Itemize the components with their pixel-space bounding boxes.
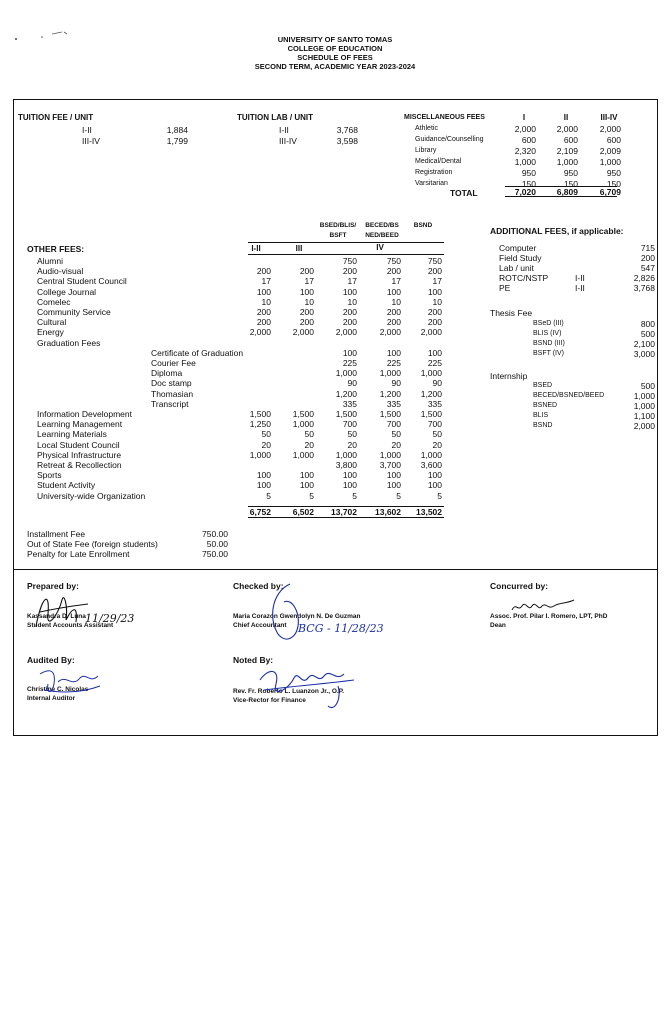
misc-fee-value: 150 <box>563 179 578 189</box>
other-fee-value: 20 <box>261 439 271 450</box>
other-fee-value: 100 <box>427 347 442 358</box>
other-fee-value: 1,000 <box>379 449 401 460</box>
other-total-underline <box>248 517 444 518</box>
prepared-label: Prepared by: <box>27 581 79 591</box>
other-fee-value: 100 <box>299 470 314 481</box>
document-title: SCHEDULE OF FEES <box>297 53 373 62</box>
other-fee-subitem: Doc stamp <box>151 378 192 389</box>
other-fee-value: 90 <box>391 378 401 389</box>
misc-total-underline <box>505 196 617 197</box>
audited-signature <box>36 664 106 700</box>
concurred-signature <box>508 598 578 616</box>
other-fee-value: 2,000 <box>335 327 357 338</box>
other-fee-value: 50 <box>347 429 357 440</box>
additional-fee-amount: 3,768 <box>633 283 655 293</box>
internship-fee-name: BSED <box>533 382 553 389</box>
other-fee-value: 200 <box>342 266 357 277</box>
other-fee-name: Sports <box>37 470 62 481</box>
misc-fee-value: 950 <box>521 168 536 178</box>
misc-fee-value: 600 <box>521 135 536 145</box>
other-fee-value: 1,000 <box>379 368 401 379</box>
tuition-amount: 1,884 <box>166 125 188 135</box>
tuition-lab-title: TUITION LAB / UNIT <box>237 113 313 122</box>
signature-divider <box>13 569 658 570</box>
other-fee-value: 200 <box>427 307 442 317</box>
other-fees-title: OTHER FEES: <box>27 244 85 254</box>
internship-fee-name: BLIS <box>533 412 549 419</box>
other-fee-value: 3,700 <box>379 460 401 470</box>
other-fee-value: 700 <box>342 419 357 430</box>
other-fee-value: 335 <box>427 398 442 409</box>
other-fee-value: 700 <box>386 419 401 430</box>
other-fee-value: 10 <box>304 296 314 307</box>
other-fee-value: 1,000 <box>249 449 271 460</box>
additional-fee-amount: 715 <box>640 243 655 253</box>
other-fee-value: 1,000 <box>335 449 357 460</box>
thesis-fee-name: BLIS (IV) <box>533 330 562 337</box>
tuition-level: III-IV <box>82 136 100 146</box>
checked-note: BCG - 11/28/23 <box>298 622 384 635</box>
extra-fee-name: Penalty for Late Enrollment <box>27 549 130 559</box>
extra-fee-name: Out of State Fee (foreign students) <box>27 539 158 549</box>
other-col-header: BSND <box>413 222 433 229</box>
noted-label: Noted By: <box>233 655 274 665</box>
other-fee-value: 700 <box>427 419 442 430</box>
other-fee-value: 10 <box>347 296 357 307</box>
other-fee-value: 100 <box>427 286 442 297</box>
other-fee-value: 200 <box>256 266 271 277</box>
other-fee-value: 100 <box>386 347 401 358</box>
other-fee-value: 750 <box>427 256 442 266</box>
prepared-title: Student Accounts Assistant <box>27 622 114 629</box>
other-fee-value: 100 <box>256 470 271 481</box>
other-fee-value: 20 <box>432 439 442 450</box>
other-fee-value: 100 <box>386 286 401 297</box>
other-fee-value: 3,800 <box>335 460 357 470</box>
misc-fee-value: 1,000 <box>556 157 578 167</box>
tuition-lab-amount: 3,598 <box>336 136 358 146</box>
checked-title: Chief Accountant <box>233 622 287 629</box>
internship-title: Internship <box>490 371 528 381</box>
misc-col-header: III-IV <box>600 113 618 122</box>
other-fee-value: 50 <box>261 429 271 440</box>
other-fee-value: 1,500 <box>420 409 442 419</box>
other-fee-value: 5 <box>352 490 357 501</box>
noted-signature <box>254 660 364 720</box>
tuition-lab-level: III-IV <box>279 136 297 146</box>
other-fee-name: Energy <box>37 327 64 338</box>
audited-label: Audited By: <box>27 655 75 665</box>
misc-fee-name: Library <box>415 147 437 154</box>
checked-signature <box>262 578 312 648</box>
audited-name: Christine C. Nicolas <box>27 686 89 693</box>
misc-fee-value: 950 <box>563 168 578 178</box>
other-fee-value: 20 <box>391 439 401 450</box>
checked-name: Maria Corazon Gwendolyn N. De Guzman <box>233 613 361 620</box>
internship-fee-name: BSNED <box>533 402 558 409</box>
misc-fee-value: 1,000 <box>599 157 621 167</box>
misc-fee-name: Varsitarian <box>415 180 448 187</box>
other-col-header: III <box>295 244 303 253</box>
misc-fee-name: Athletic <box>415 125 438 132</box>
other-fee-value: 10 <box>261 296 271 307</box>
other-col-header: I-II <box>251 244 261 253</box>
tuition-lab-level: I-II <box>279 125 289 135</box>
other-fee-value: 50 <box>391 429 401 440</box>
other-fee-value: 100 <box>299 286 314 297</box>
other-fee-value: 90 <box>432 378 442 389</box>
concurred-name: Assoc. Prof. Pilar I. Romero, LPT, PhD <box>490 613 608 620</box>
other-fee-value: 200 <box>342 307 357 317</box>
other-fee-value: 750 <box>386 256 401 266</box>
other-fee-subitem: Courier Fee <box>151 358 196 368</box>
internship-fee-amount: 1,100 <box>633 411 655 421</box>
misc-fee-value: 150 <box>606 179 621 189</box>
other-fee-name: Learning Management <box>37 419 123 430</box>
thesis-fee-name: BSND (III) <box>533 340 565 347</box>
other-total-value: 6,752 <box>249 507 271 517</box>
other-fee-value: 200 <box>427 317 442 328</box>
extra-fee-amount: 50.00 <box>206 539 228 549</box>
scan-specks <box>12 28 72 42</box>
other-total-value: 13,702 <box>331 507 357 517</box>
other-fee-value: 100 <box>342 347 357 358</box>
other-fee-subitem: Diploma <box>151 368 183 379</box>
other-fee-subitem: Thomasian <box>151 388 194 399</box>
internship-fee-amount: 500 <box>640 381 655 391</box>
other-fee-name: College Journal <box>37 286 97 297</box>
additional-fee-name: PE <box>499 283 511 293</box>
thesis-fee-name: BSFT (IV) <box>533 350 564 357</box>
other-fee-value: 100 <box>256 286 271 297</box>
other-fee-value: 1,000 <box>420 449 442 460</box>
tuition-title: TUITION FEE / UNIT <box>18 113 94 122</box>
other-fee-value: 200 <box>299 307 314 317</box>
other-fee-value: 3,600 <box>420 460 442 470</box>
additional-fee-amount: 200 <box>640 253 655 263</box>
other-fee-value: 200 <box>386 307 401 317</box>
other-fee-value: 335 <box>342 398 357 409</box>
misc-fee-value: 2,000 <box>599 124 621 134</box>
misc-fee-value: 2,109 <box>556 146 578 156</box>
other-fee-value: 1,000 <box>292 419 314 430</box>
other-fee-value: 200 <box>256 307 271 317</box>
other-fee-value: 17 <box>347 276 357 287</box>
other-fee-value: 17 <box>391 276 401 287</box>
other-fee-value: 200 <box>386 317 401 328</box>
misc-total-value: 6,809 <box>556 187 578 197</box>
tuition-level: I-II <box>82 125 92 135</box>
other-fee-value: 225 <box>427 358 442 368</box>
other-fee-value: 2,000 <box>379 327 401 338</box>
other-fee-value: 225 <box>386 358 401 368</box>
extra-fee-name: Installment Fee <box>27 529 86 539</box>
other-fee-value: 1,200 <box>379 388 401 399</box>
other-fee-name: Community Service <box>37 307 111 317</box>
other-fee-value: 2,000 <box>249 327 271 338</box>
other-fee-value: 1,000 <box>335 368 357 379</box>
other-fee-value: 1,200 <box>420 388 442 399</box>
misc-fee-value: 2,009 <box>599 146 621 156</box>
additional-title: ADDITIONAL FEES, if applicable: <box>490 226 624 236</box>
misc-fee-value: 2,320 <box>514 146 536 156</box>
internship-fee-amount: 2,000 <box>633 421 655 431</box>
other-fee-value: 1,200 <box>335 388 357 399</box>
prepared-signature <box>28 586 98 634</box>
prepared-date: 11/29/23 <box>85 612 135 625</box>
internship-fee-amount: 1,000 <box>633 391 655 401</box>
other-fee-value: 10 <box>391 296 401 307</box>
other-total-value: 13,502 <box>416 507 442 517</box>
term-title: SECOND TERM, ACADEMIC YEAR 2023-2024 <box>254 62 416 71</box>
other-fee-value: 50 <box>304 429 314 440</box>
other-fee-value: 335 <box>386 398 401 409</box>
tuition-lab-amount: 3,768 <box>336 125 358 135</box>
misc-fee-value: 2,000 <box>556 124 578 134</box>
other-fee-value: 100 <box>427 480 442 491</box>
internship-fee-amount: 1,000 <box>633 401 655 411</box>
other-total-value: 6,502 <box>292 507 314 517</box>
other-fee-name: University-wide Organization <box>37 490 146 501</box>
misc-total-value: 7,020 <box>514 187 536 197</box>
other-fee-value: 50 <box>432 429 442 440</box>
other-fee-name: Physical Infrastructure <box>37 449 122 460</box>
other-fee-value: 5 <box>396 490 401 501</box>
additional-fee-name: ROTC/NSTP <box>499 273 549 283</box>
other-fee-value: 90 <box>347 378 357 389</box>
additional-fee-name: Computer <box>499 243 537 253</box>
misc-fee-value: 150 <box>521 179 536 189</box>
other-group-iv: IV <box>376 243 384 252</box>
other-fee-value: 200 <box>256 317 271 328</box>
other-fee-value: 100 <box>427 470 442 481</box>
misc-col-header: II <box>563 113 569 122</box>
misc-title: MISCELLANEOUS FEES <box>404 114 485 121</box>
misc-total-label: TOTAL <box>450 188 478 198</box>
additional-fee-name: Field Study <box>499 253 542 263</box>
other-fee-value: 1,000 <box>420 368 442 379</box>
other-fee-value: 200 <box>386 266 401 277</box>
checked-label: Checked by: <box>233 581 284 591</box>
misc-fee-value: 600 <box>563 135 578 145</box>
other-fee-name: Student Activity <box>37 480 96 491</box>
internship-fee-name: BECED/BSNED/BEED <box>533 392 605 399</box>
other-fee-value: 100 <box>342 470 357 481</box>
misc-fee-name: Registration <box>415 169 453 176</box>
additional-fee-amount: 2,826 <box>633 273 655 283</box>
tuition-amount: 1,799 <box>166 136 188 146</box>
other-fee-name: Cultural <box>37 317 67 328</box>
other-header-rule <box>248 242 444 243</box>
other-fee-value: 1,000 <box>292 449 314 460</box>
thesis-fee-amount: 800 <box>640 319 655 329</box>
other-fee-value: 750 <box>342 256 357 266</box>
other-fee-value: 100 <box>386 480 401 491</box>
other-fee-value: 100 <box>299 480 314 491</box>
other-col-header: BSED/BLIS/ BSFT <box>319 222 357 239</box>
other-fee-value: 1,500 <box>249 409 271 419</box>
other-fee-value: 5 <box>309 490 314 501</box>
other-fee-value: 200 <box>342 317 357 328</box>
misc-fee-value: 1,000 <box>514 157 536 167</box>
other-fee-name: Comelec <box>37 296 71 307</box>
other-header-rule-bottom <box>248 254 444 255</box>
other-fee-value: 200 <box>299 317 314 328</box>
thesis-fee-name: BSeD (III) <box>533 320 564 327</box>
other-fee-value: 17 <box>304 276 314 287</box>
other-fee-name: Information Development <box>37 409 132 419</box>
concurred-title: Dean <box>490 622 506 629</box>
other-fee-value: 100 <box>342 480 357 491</box>
prepared-name: Kassandra D. Luna <box>27 613 86 620</box>
other-fee-value: 20 <box>347 439 357 450</box>
other-fee-name: Graduation Fees <box>37 337 101 348</box>
other-fee-value: 1,500 <box>335 409 357 419</box>
other-fee-value: 10 <box>432 296 442 307</box>
internship-fee-name: BSND <box>533 422 553 429</box>
other-fee-name: Central Student Council <box>37 276 127 287</box>
other-fee-value: 5 <box>437 490 442 501</box>
other-fee-value: 200 <box>299 266 314 277</box>
additional-fee-amount: 547 <box>640 263 655 273</box>
other-fee-value: 1,500 <box>292 409 314 419</box>
other-fee-value: 100 <box>256 480 271 491</box>
other-fee-value: 200 <box>427 266 442 277</box>
misc-fee-name: Medical/Dental <box>415 158 462 165</box>
misc-fee-value: 2,000 <box>514 124 536 134</box>
concurred-label: Concurred by: <box>490 581 549 591</box>
other-total-value: 13,602 <box>375 507 401 517</box>
additional-fee-level: I-II <box>575 273 585 283</box>
misc-fee-value: 600 <box>606 135 621 145</box>
other-fee-value: 20 <box>304 439 314 450</box>
noted-title: Vice-Rector for Finance <box>233 697 306 704</box>
misc-fee-value: 950 <box>606 168 621 178</box>
other-fee-value: 17 <box>261 276 271 287</box>
other-fee-subitem: Certificate of Graduation <box>151 347 244 358</box>
additional-fee-level: I-II <box>575 283 585 293</box>
other-fee-name: Retreat & Recollection <box>37 460 122 470</box>
misc-total-value: 6,709 <box>599 187 621 197</box>
other-fee-value: 1,500 <box>379 409 401 419</box>
other-fee-value: 2,000 <box>292 327 314 338</box>
thesis-title: Thesis Fee <box>490 308 533 318</box>
other-fee-name: Audio-visual <box>37 266 84 277</box>
college-name: COLLEGE OF EDUCATION <box>287 44 383 53</box>
extra-fee-amount: 750.00 <box>202 549 228 559</box>
other-fee-subitem: Transcript <box>151 398 189 409</box>
misc-fee-name: Guidance/Counselling <box>415 136 484 143</box>
other-fee-name: Alumni <box>37 256 63 266</box>
university-name: UNIVERSITY OF SANTO TOMAS <box>277 35 393 44</box>
other-fee-value: 100 <box>386 470 401 481</box>
other-fee-value: 2,000 <box>420 327 442 338</box>
additional-fee-name: Lab / unit <box>499 263 534 273</box>
misc-col-header: I <box>522 113 526 122</box>
other-fee-value: 225 <box>342 358 357 368</box>
other-fee-value: 100 <box>342 286 357 297</box>
other-fee-value: 5 <box>266 490 271 501</box>
audited-title: Internal Auditor <box>27 695 76 702</box>
other-col-header: BECED/BS NED/BEED <box>365 222 399 239</box>
noted-name: Rev. Fr. Roberto L. Luanzon Jr., O.P. <box>233 688 345 695</box>
extra-fee-amount: 750.00 <box>202 529 228 539</box>
other-fee-name: Learning Materials <box>37 429 107 440</box>
thesis-fee-amount: 3,000 <box>633 349 655 359</box>
other-fee-name: Local Student Council <box>37 439 120 450</box>
thesis-fee-amount: 500 <box>640 329 655 339</box>
other-fee-value: 1,250 <box>249 419 271 430</box>
other-fee-value: 17 <box>432 276 442 287</box>
thesis-fee-amount: 2,100 <box>633 339 655 349</box>
